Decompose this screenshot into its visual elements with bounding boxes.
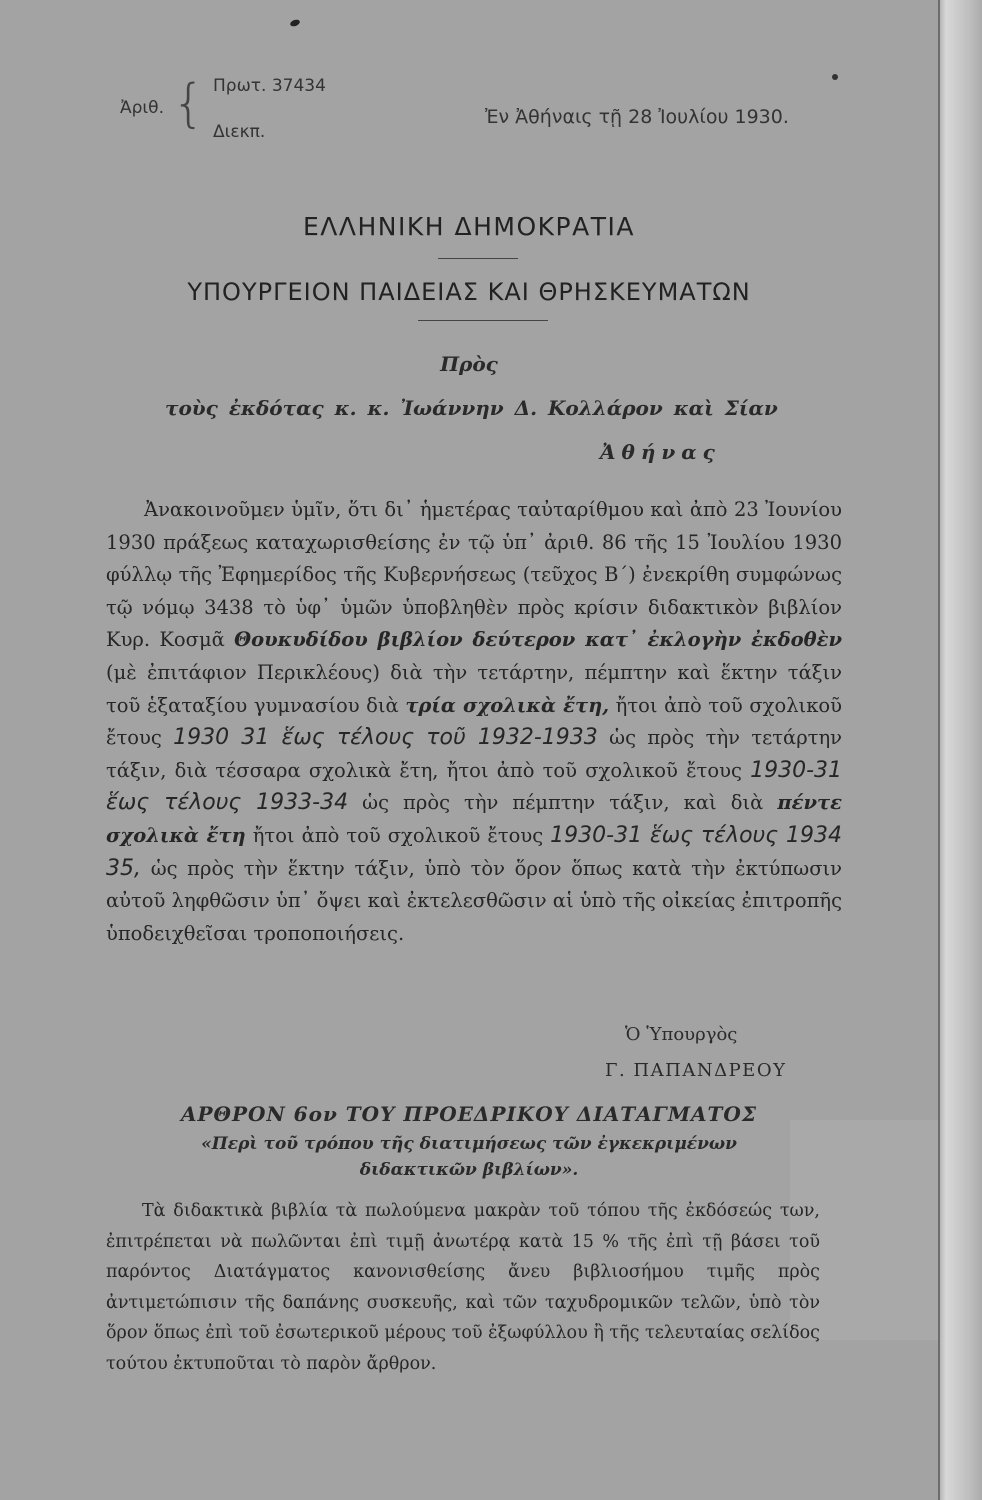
protocol-number: Πρωτ. 37434 (213, 76, 326, 96)
body-segment: ὡς πρὸς τὴν ἕκτην τάξιν, ὑπὸ τὸν ὅρον ὅπως κατὰ τὴν ἐκτύπωσιν αὐτοῦ ληφθῶσιν ὑπ᾽ ὄψει καὶ ἐκτελεσθῶσιν αἱ ὑπὸ τῆς οἰκείας ἐπιτροπῆς ὑποδειχθεῖσαι τροποποιήσεις. (106, 856, 842, 945)
letter-body (106, 494, 842, 950)
year-range-fourth: 1930 31 ἕως τέλους τοῦ 1932-1933 (173, 725, 598, 751)
address-to: Πρὸς (440, 352, 498, 376)
body-segment: (μὲ ἐπιτάφιον Περικλέους) διὰ τὴν τετάρτην, πέμπτην καὶ ἕκτην τάξιν τοῦ ἑξαταξίου γυμνασίου διὰ (106, 660, 842, 717)
republic-heading: ΕΛΛΗΝΙΚΗ ΔΗΜΟΚΡΑΤΙΑ (303, 212, 635, 241)
body-segment: ὡς πρὸς τὴν τετάρτην τάξιν, διὰ τέσσαρα σχολικὰ ἔτη, ἤτοι ἀπὸ τοῦ σχολικοῦ ἔτους (106, 726, 842, 782)
ink-dot (832, 74, 838, 80)
address-recipients: τοὺς ἐκδότας κ. κ. Ἰωάννην Δ. Κολλάρον καὶ Σίαν (165, 396, 778, 420)
ministry-heading: ΥΠΟΥΡΓΕΙΟΝ ΠΑΙΔΕΙΑΣ ΚΑΙ ΘΡΗΣΚΕΥΜΑΤΩΝ (187, 278, 751, 306)
heading-divider (438, 258, 518, 259)
year-range-sixth: 1930-31 ἕως τέλους 1934 35, (106, 822, 842, 881)
body-segment: ἤτοι ἀπὸ τοῦ σχολικοῦ ἔτους (106, 693, 842, 750)
book-spine (938, 0, 982, 1500)
document-date: Ἐν Ἀθήναις τῇ 28 Ἰουλίου 1930. (485, 106, 789, 128)
dispatch-label: Διεκπ. (213, 122, 266, 142)
body-segment: ὡς πρὸς τὴν πέμπτην τάξιν, καὶ διὰ (362, 791, 764, 815)
body-segment: Ἀνακοινοῦμεν ὑμῖν, ὅτι δι᾽ ἡμετέρας ταὐταρίθμου καὶ ἀπὸ 23 Ἰουνίου 1930 πράξεως καταχωρισθείσης ἐν τῷ ὑπ᾽ ἀριθ. 86 τῆς 15 Ἰουλίου 1930 φύλλῳ τῆς Ἐφημερίδος τῆς Κυβερνήσεως (τεῦχος Β΄) ἐνεκρίθη συμφώνως τῷ νόμῳ 3438 τὸ ὑφ᾽ ὑμῶν ὑποβληθὲν πρὸς κρίσιν διδακτικὸν βιβλίον Κυρ. Κοσμᾶ (106, 498, 842, 652)
signature-name: Γ. ΠΑΠΑΝΔΡΕΟΥ (605, 1060, 787, 1081)
article-text: Τὰ διδακτικὰ βιβλία τὰ πωλούμενα μακρὰν τοῦ τόπου τῆς ἐκδόσεώς των, ἐπιτρέπεται νὰ πωλῶνται ἐπὶ τιμῇ ἀνωτέρᾳ κατὰ 15 % τῆς ἐπὶ τῇ βάσει τοῦ παρόντος Διατάγματος κανονισθείσης ἄνευ βιβλιοσήμου τιμῆς πρὸς ἀντιμετώπισιν τῆς δαπάνης συσκευῆς, καὶ τῶν ταχυδρομικῶν τελῶν, ὑπὸ τὸν ὅρον ὅπως ἐπὶ τοῦ ἐσωτερικοῦ μέρους τοῦ ἐξωφύλλου ἢ τῆς τελευταίας σελίδος τούτου ἐκτυποῦται τὸ παρὸν ἄρθρον. (106, 1201, 820, 1374)
year-range-fifth: 1930-31 ἕως τέλους 1933-34 (106, 757, 843, 816)
emphasis-three-years: τρία σχολικὰ ἔτη, (405, 693, 610, 717)
article-subtitle: «Περὶ τοῦ τρόπου τῆς διατιμήσεως τῶν ἐγκεκριμένων (201, 1134, 737, 1154)
ministry-divider (418, 320, 548, 321)
reference-brace: { (172, 74, 206, 134)
book-title: Θουκυδίδου βιβλίον δεύτερον κατ᾽ ἐκλογὴν ἐκδοθὲν (234, 628, 843, 652)
article-subtitle-continued: διδακτικῶν βιβλίων». (359, 1160, 579, 1180)
reference-number-label: Ἀριθ. (120, 98, 164, 118)
emphasis-five-years: πέντε σχολικὰ ἔτη (106, 791, 842, 847)
signature-role: Ὁ Ὑπουργὸς (625, 1024, 738, 1045)
address-city: Ἀθήνας (600, 440, 721, 464)
article-title: ΑΡΘΡΟΝ 6ον ΤΟΥ ΠΡΟΕΔΡΙΚΟΥ ΔΙΑΤΑΓΜΑΤΟΣ (181, 1102, 757, 1126)
body-segment: ἤτοι ἀπὸ τοῦ σχολικοῦ ἔτους (252, 823, 544, 847)
